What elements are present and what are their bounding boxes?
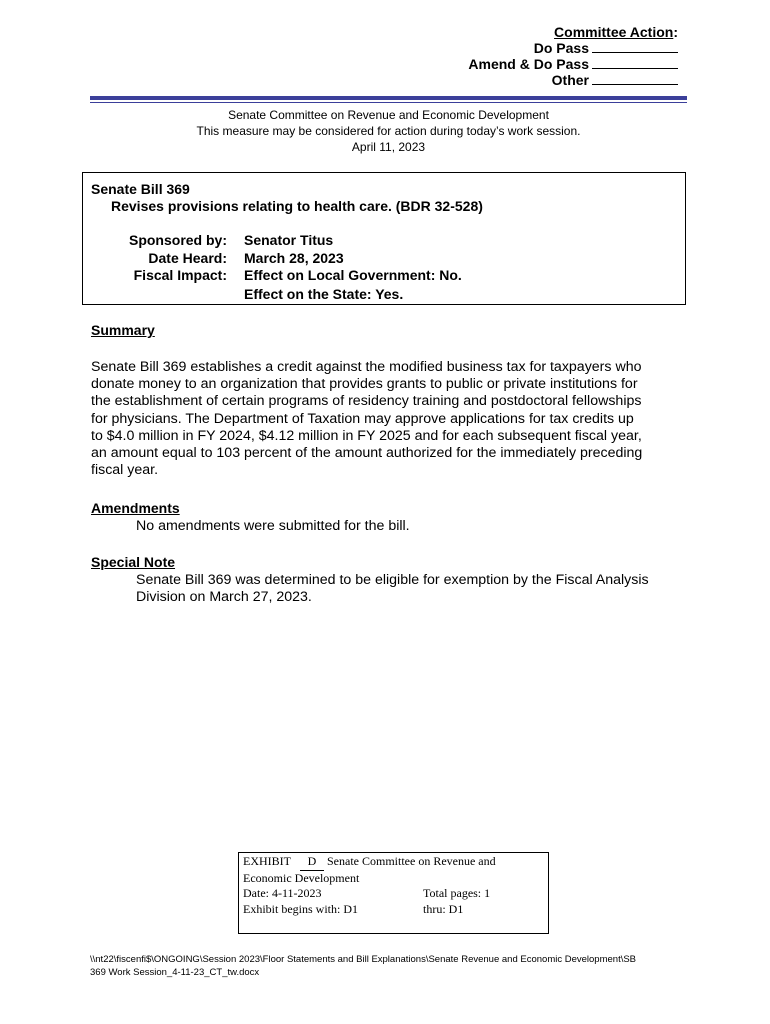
- summary-line: fiscal year.: [91, 462, 159, 479]
- date-heard-label: Date Heard:: [148, 250, 227, 266]
- committee-action-block: [468, 24, 678, 88]
- special-note-line: Senate Bill 369 was determined to be eligible for exemption by the Fiscal Analysis: [136, 572, 649, 588]
- document-header: [90, 107, 687, 155]
- fiscal-impact-local: Effect on Local Government: No.: [244, 267, 462, 283]
- summary-heading: Summary: [91, 322, 155, 338]
- bill-info-box: [82, 172, 686, 305]
- summary-line: the establishment of certain programs of residency training and postdoctoral fellowships: [91, 393, 642, 410]
- amend-do-pass-line: Amend & Do Pass: [468, 56, 678, 72]
- do-pass-line: Do Pass: [468, 40, 678, 56]
- summary-line: Senate Bill 369 establishes a credit against the modified business tax for taxpayers who: [91, 359, 642, 375]
- fiscal-impact-state: Effect on the State: Yes.: [244, 286, 404, 302]
- other-blank: [592, 72, 678, 85]
- exhibit-total-pages: Total pages: 1: [423, 886, 491, 900]
- other-line: Other: [468, 72, 678, 88]
- do-pass-blank: [592, 40, 678, 53]
- summary-text: [91, 359, 687, 479]
- special-note-line: Division on March 27, 2023.: [136, 589, 312, 606]
- exhibit-line-1: EXHIBIT D Senate Committee on Revenue and: [243, 854, 544, 871]
- sponsored-by-value: Senator Titus: [244, 232, 334, 248]
- exhibit-stamp: [238, 852, 549, 934]
- work-session-notice: This measure may be considered for action during today’s work session.: [196, 124, 581, 138]
- sponsored-by-label: Sponsored by:: [128, 232, 227, 248]
- footer-path-line-1: \\nt22\fiscenfi$\ONGOING\Session 2023\Floor Statements and Bill Explanations\Senate Revenue and Economic Development\SB: [90, 954, 637, 965]
- bill-number: Senate Bill 369: [91, 181, 190, 197]
- exhibit-thru: thru: D1: [423, 901, 464, 916]
- special-note-text: [136, 572, 688, 606]
- footer-file-path: [90, 953, 690, 979]
- amendments-text: No amendments were submitted for the bill.: [136, 518, 410, 534]
- fiscal-impact-label: Fiscal Impact:: [133, 267, 227, 283]
- session-date: April 11, 2023: [351, 140, 426, 154]
- header-divider-thick: [90, 96, 687, 100]
- footer-path-line-2: 369 Work Session_4-11-23_CT_tw.docx: [90, 967, 260, 978]
- committee-name: Senate Committee on Revenue and Economic Development: [228, 108, 549, 122]
- exhibit-begins: Exhibit begins with: D1: [243, 901, 358, 916]
- exhibit-line-2: Economic Development: [243, 870, 360, 885]
- special-note-heading: Special Note: [91, 554, 176, 570]
- date-heard-value: March 28, 2023: [244, 250, 344, 266]
- committee-action-title: Committee Action:: [554, 24, 678, 40]
- amend-do-pass-blank: [592, 56, 678, 69]
- exhibit-letter: D: [300, 854, 324, 871]
- summary-line: an amount equal to 103 percent of the amount authorized for the immediately preceding: [91, 445, 643, 462]
- exhibit-line-3: [243, 886, 544, 902]
- summary-line: for physicians. The Department of Taxation may approve applications for tax credits up: [91, 410, 634, 427]
- summary-line: donate money to an organization that provides grants to public or private institutions for: [91, 376, 638, 393]
- header-divider-thin: [90, 102, 687, 103]
- bill-title: Revises provisions relating to health care. (BDR 32-528): [111, 198, 483, 214]
- summary-line: to $4.0 million in FY 2024, $4.12 million in FY 2025 and for each subsequent fiscal year,: [91, 427, 642, 444]
- exhibit-date: Date: 4-11-2023: [243, 886, 322, 900]
- exhibit-line-4: [243, 902, 544, 918]
- amendments-heading: Amendments: [91, 500, 180, 516]
